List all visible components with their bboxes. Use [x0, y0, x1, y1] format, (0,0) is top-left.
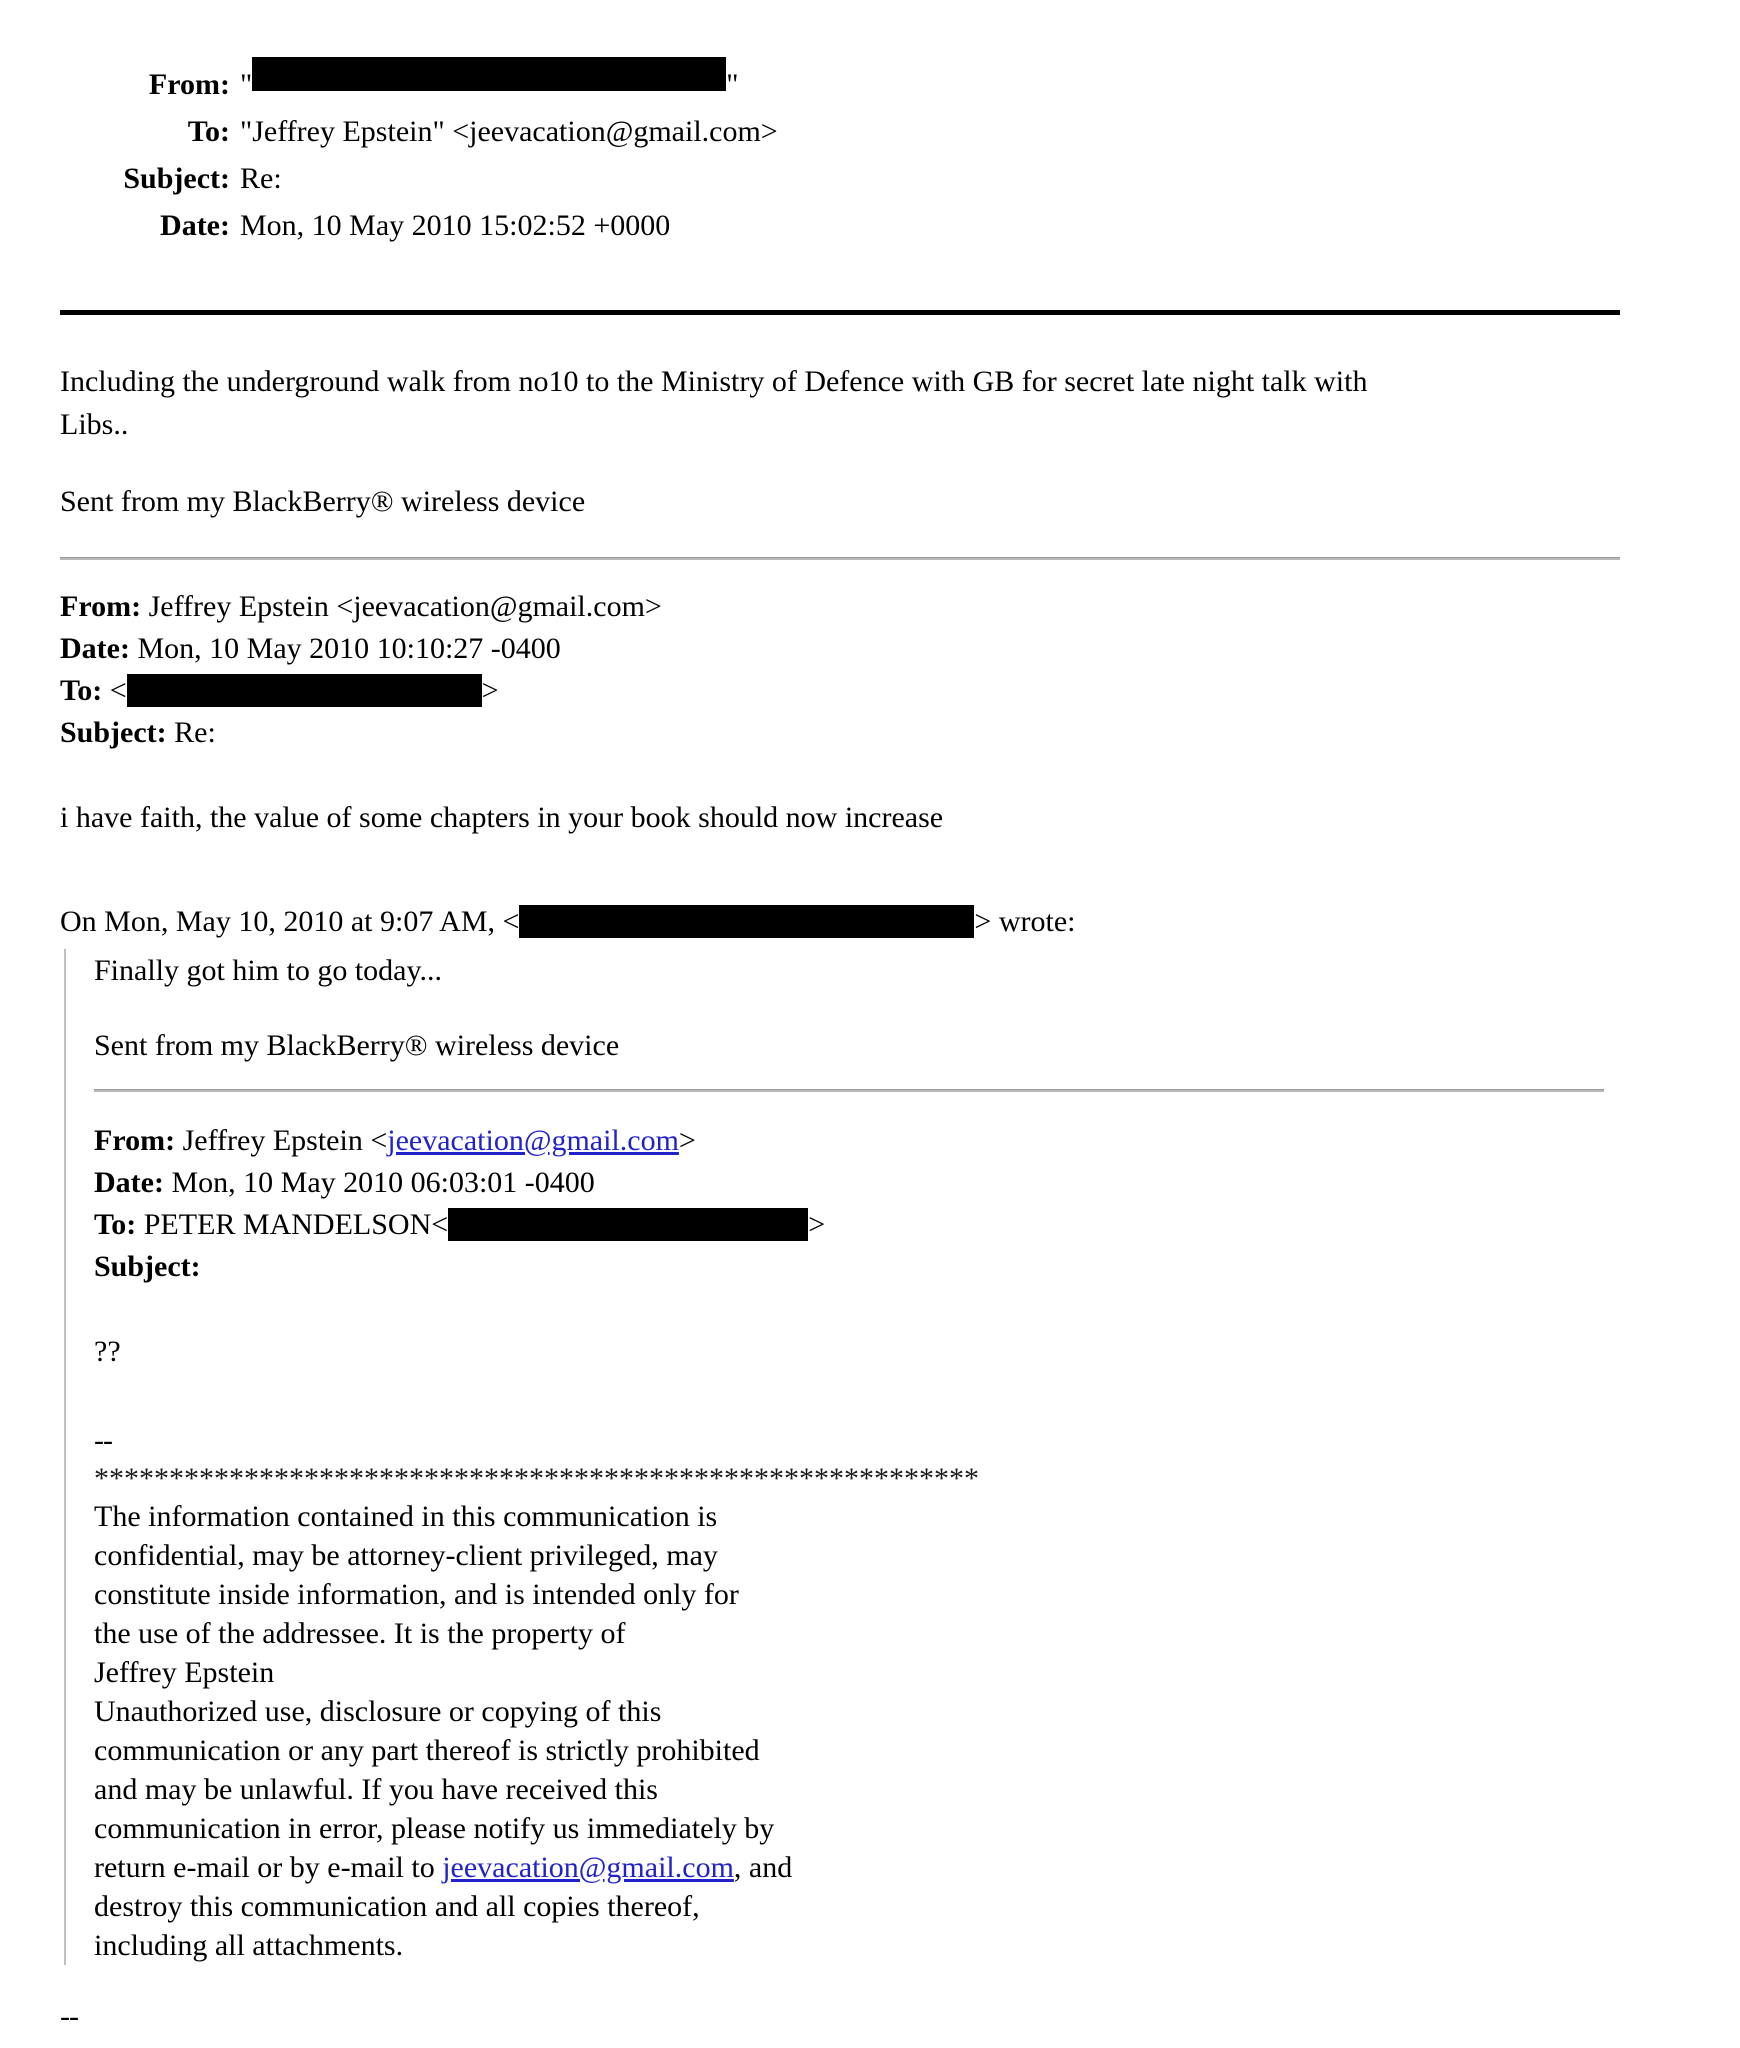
footer-trailing-dashes: -- [60, 2000, 78, 2033]
header-value-date: Mon, 10 May 2010 15:02:52 +0000 [240, 209, 671, 242]
message-4-label-subject: Subject: [94, 1250, 201, 1283]
disclaimer-line: including all attachments. [94, 1929, 404, 1962]
message-4-label-to: To: [94, 1208, 137, 1241]
disclaimer-line: Jeffrey Epstein [94, 1656, 275, 1689]
message-3-attribution-suffix: > wrote: [974, 905, 1076, 938]
message-2-label-from: From: [60, 590, 142, 623]
email-body-area [60, 360, 1680, 1965]
disclaimer-line: the use of the addressee. It is the property of [94, 1617, 626, 1650]
message-3-attribution-prefix: On Mon, May 10, 2010 at 9:07 AM, < [60, 905, 520, 938]
quoted-message-block [64, 949, 1680, 1965]
message-4-to-close: > [808, 1208, 826, 1241]
message-2-body: i have faith, the value of some chapters in your book should now increase [60, 801, 944, 834]
disclaimer-line: The information contained in this communication is [94, 1500, 718, 1533]
redaction-bar-message-4-to [448, 1208, 808, 1241]
message-4-divider-rule [94, 1089, 1604, 1092]
message-4-header-block [94, 1120, 1680, 1288]
message-2-header-block [60, 586, 1680, 754]
message-4-label-date: Date: [94, 1166, 164, 1199]
signature-dashes: -- [94, 1424, 112, 1457]
message-1-signature: Sent from my BlackBerry® wireless device [60, 485, 586, 518]
message-2-value-date: Mon, 10 May 2010 10:10:27 -0400 [137, 632, 561, 665]
message-2-value-from: Jeffrey Epstein <jeevacation@gmail.com> [148, 590, 662, 623]
message-4-row-date [94, 1162, 1680, 1204]
email-header-block [60, 60, 1620, 249]
message-1-body-line-2: Libs.. [60, 408, 129, 441]
disclaimer-line: communication in error, please notify us immediately by [94, 1812, 775, 1845]
message-4-body: ?? [94, 1335, 121, 1368]
header-label-to: To: [187, 115, 230, 148]
disclaimer-line-with-link [94, 1848, 1680, 1887]
redaction-bar-from [252, 57, 726, 91]
disclaimer-line: constitute inside information, and is intended only for [94, 1578, 739, 1611]
header-value-subject: Re: [240, 162, 282, 195]
message-4-label-from: From: [94, 1124, 176, 1157]
header-row-from [60, 60, 1620, 108]
message-4-to-name: PETER MANDELSON< [143, 1208, 449, 1241]
disclaimer-line: destroy this communication and all copies thereof, [94, 1890, 700, 1923]
disclaimer-link-prefix: return e-mail or by e-mail to [94, 1851, 443, 1884]
angle-open-glyph: < [109, 674, 127, 707]
header-value-to: "Jeffrey Epstein" <jeevacation@gmail.com> [240, 115, 778, 148]
message-2-label-date: Date: [60, 632, 130, 665]
message-4-row-from [94, 1120, 1680, 1162]
spacer-after-message-2-header [60, 754, 1680, 796]
header-row-to [60, 108, 1620, 155]
asterisk-divider: *********************************************************** [94, 1462, 979, 1495]
header-row-date [60, 202, 1620, 249]
header-value-from [240, 60, 1620, 108]
spacer-before-attribution [60, 873, 1680, 901]
redaction-bar-message-3-attribution [519, 905, 974, 938]
disclaimer-line: confidential, may be attorney-client privileged, may [94, 1539, 718, 1572]
message-2-row-to [60, 670, 1680, 712]
disclaimer-line: communication or any part thereof is strictly prohibited [94, 1734, 760, 1767]
message-2-row-subject [60, 712, 1680, 754]
message-1-body [60, 360, 1680, 446]
message-2-value-subject: Re: [174, 716, 216, 749]
header-row-subject [60, 155, 1620, 202]
message-3-signature: Sent from my BlackBerry® wireless device [94, 1029, 620, 1062]
header-divider-rule [60, 310, 1620, 315]
message-4-from-name: Jeffrey Epstein < [182, 1124, 388, 1157]
redaction-bar-message-2-to [127, 674, 482, 707]
angle-close-glyph: > [481, 674, 499, 707]
disclaimer-line: and may be unlawful. If you have received this [94, 1773, 658, 1806]
header-label-subject: Subject: [123, 162, 230, 195]
disclaimer-link-suffix: , and [733, 1851, 793, 1884]
message-3-attribution [60, 901, 1680, 943]
message-4-from-email-link[interactable]: jeevacation@gmail.com [387, 1124, 679, 1157]
message-1-body-line-1: Including the underground walk from no10 to the Ministry of Defence with GB for secret late night talk with [60, 365, 1368, 398]
message-4-row-subject [94, 1246, 1680, 1288]
message-2-label-to: To: [60, 674, 103, 707]
confidentiality-disclaimer [94, 1497, 1680, 1965]
message-4-divider-wrap [94, 1089, 1604, 1092]
message-2-row-from [60, 586, 1680, 628]
message-4-row-to [94, 1204, 1680, 1246]
message-4-value-date: Mon, 10 May 2010 06:03:01 -0400 [171, 1166, 595, 1199]
disclaimer-line: Unauthorized use, disclosure or copying of this [94, 1695, 662, 1728]
message-2-divider-wrap [60, 557, 1620, 560]
header-label-date: Date: [160, 209, 230, 242]
quote-close-glyph: " [726, 68, 739, 101]
message-2-divider-rule [60, 557, 1620, 560]
message-4-from-close: > [678, 1124, 696, 1157]
disclaimer-email-link[interactable]: jeevacation@gmail.com [442, 1851, 734, 1884]
header-label-from: From: [148, 68, 230, 101]
message-3-body: Finally got him to go today... [94, 954, 443, 987]
message-2-row-date [60, 628, 1680, 670]
spacer-after-message-4-header [94, 1288, 1680, 1330]
quote-open-glyph: " [240, 68, 253, 101]
message-2-label-subject: Subject: [60, 716, 167, 749]
